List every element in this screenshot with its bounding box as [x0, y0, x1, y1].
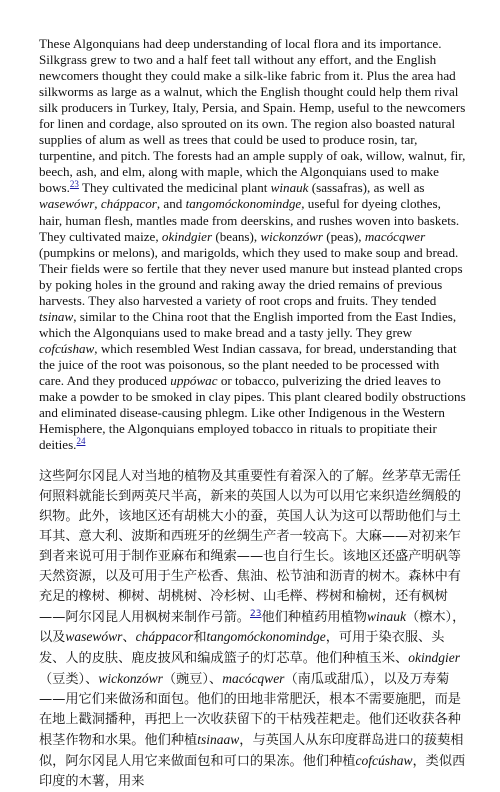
chinese-paragraph	[39, 467, 467, 792]
term-italic: tangomóckonomindge	[206, 629, 326, 645]
term-italic: uppówac	[170, 372, 218, 388]
text-run: , useful for dyeing clothes, hair, human flesh, mantles made from deerskins, and rushes woven into baskets. They cultivated maize,	[39, 196, 460, 244]
term-italic: wickonzówr	[98, 671, 163, 687]
text-run: （豆类）、	[39, 672, 99, 688]
text-run: , similar to the China root that the English imported from the East Indies, which the Algonquians used to make bread and a tasty jelly. They grew	[39, 308, 457, 340]
term-italic: cofcúshaw	[39, 340, 95, 356]
text-run: ，可用于染衣服、头发、人的皮肤、鹿皮披风和编成篮子的灯芯草。他们种植玉米、	[39, 630, 445, 667]
text-run: ，类似西印度的木薯，用来	[39, 753, 466, 789]
term-italic: okindgier	[408, 650, 460, 666]
text-run: （南瓜或甜瓜），以及万寿菊——用它们来做汤和面包。他们的田地非常肥沃，根本不需要施肥，而是在地上戳洞播种，再把上一次收获留下的干枯残茬耙走。他们还收获各种根茎作物和水果。他们种植	[39, 672, 461, 748]
text-run: These Algonquians had deep understanding of local flora and its importance. Silkgrass grew to two and a half feet tall without any effort, and the English newcomers thought they could make a silk-like fabric from it. Plus the area had silkworms as large as a walnut, which the English thought could help them rival silk producers in Turkey, Italy, Persia, and Spain. Hemp, useful to the newcomers for linen and cordage, also sprouted on its own. The region also boasted natural supplies of alum as well as trees that could be used to produce rosin, tar, turpentine, and pitch. The forests had an ample supply of oak, willow, walnut, fir, beech, ash, and elm, along with maple, which the Algonquians used to make bows.	[39, 36, 466, 196]
text-run: ，与英国人从东印度群岛进口的菝葜相似，阿尔冈昆人用它来做面包和可口的果冻。他们种植	[39, 733, 464, 769]
footnote-link[interactable]: 23	[250, 608, 262, 619]
term-italic: tsinaw	[39, 308, 74, 324]
text-run: （檫木），以及	[39, 609, 466, 646]
term-italic: cháppacor	[100, 196, 157, 212]
term-italic: winauk	[270, 180, 309, 196]
term-italic: okindgier	[161, 228, 213, 244]
term-italic: cofcúshaw	[355, 752, 413, 768]
text-run: (sassafras), as well as	[308, 180, 425, 196]
term-italic: macócqwer	[222, 671, 285, 687]
text-run: 和	[193, 630, 207, 646]
text-run: (pumpkins or melons), and marigolds, which they used to make soup and bread. Their fields were so fertile that they never used manure but instead planted crops by poking holes in the ground and raking away the dried remains of previous harvests. They also harvested a variety of root crops and fruits. They tended	[39, 244, 463, 308]
term-italic: tangomóckonomindge	[185, 196, 302, 212]
term-italic: wasewówr	[39, 196, 95, 212]
text-run: , and	[156, 196, 186, 212]
text-run: ,	[94, 196, 101, 212]
text-run: (beans),	[212, 228, 261, 244]
text-run: （豌豆）、	[162, 672, 223, 688]
text-run: They cultivated the medicinal plant	[78, 180, 271, 196]
english-paragraph	[39, 36, 467, 453]
text-run: 、	[122, 630, 136, 646]
document-page	[39, 36, 467, 792]
footnote-link[interactable]: 24	[76, 436, 86, 447]
text-run: or tobacco, pulverizing the dried leaves to make a powder to be smoked in clay pipes. This plant cleared bodily obstructions and eliminated disease-causing phlegm. Like other Indigenous in the Western Hemisphere, the Algonquians employed tobacco in rituals to propitiate their deities.	[39, 372, 466, 453]
footnote-ref[interactable]	[76, 436, 85, 446]
term-italic: macócqwer	[364, 228, 426, 244]
text-run: (peas),	[323, 228, 365, 244]
footnote-link[interactable]: 23	[69, 179, 79, 190]
text-run: 他们种植药用植物	[261, 609, 367, 625]
footnote-ref[interactable]	[70, 179, 79, 189]
footnote-ref[interactable]	[250, 609, 261, 619]
term-italic: winauk	[366, 608, 406, 624]
text-run: 这些阿尔冈昆人对当地的植物及其重要性有着深入的了解。丝茅草无需任何照料就能长到两英尺半高，新来的英国人以为可以用它来织造丝绸般的织物。此外，该地区还有胡桃大小的蚕，英国人认为这可以帮助他们与土耳其、意大利、波斯和西班牙的丝绸生产者一较高下。大麻——对初来乍到者来说可用于制作亚麻布和绳索——也自行生长。该地区还盛产明矾等天然资源，以及可用于生产松香、焦油、松节油和沥青的树木。森林中有充足的橡树、柳树、胡桃树、冷杉树、山毛榉、梣树和榆树，还有枫树——阿尔冈昆人用枫树来制作弓箭。	[39, 469, 461, 625]
term-italic: tsinaaw	[197, 732, 240, 747]
term-italic: cháppacor	[135, 629, 194, 645]
text-run: , which resembled West Indian cassava, for bread, understanding that the juice of the root was poisonous, so the plant needed to be processed with care. And they produced	[39, 340, 457, 388]
term-italic: wickonzówr	[260, 228, 323, 244]
term-italic: wasewówr	[65, 629, 123, 645]
